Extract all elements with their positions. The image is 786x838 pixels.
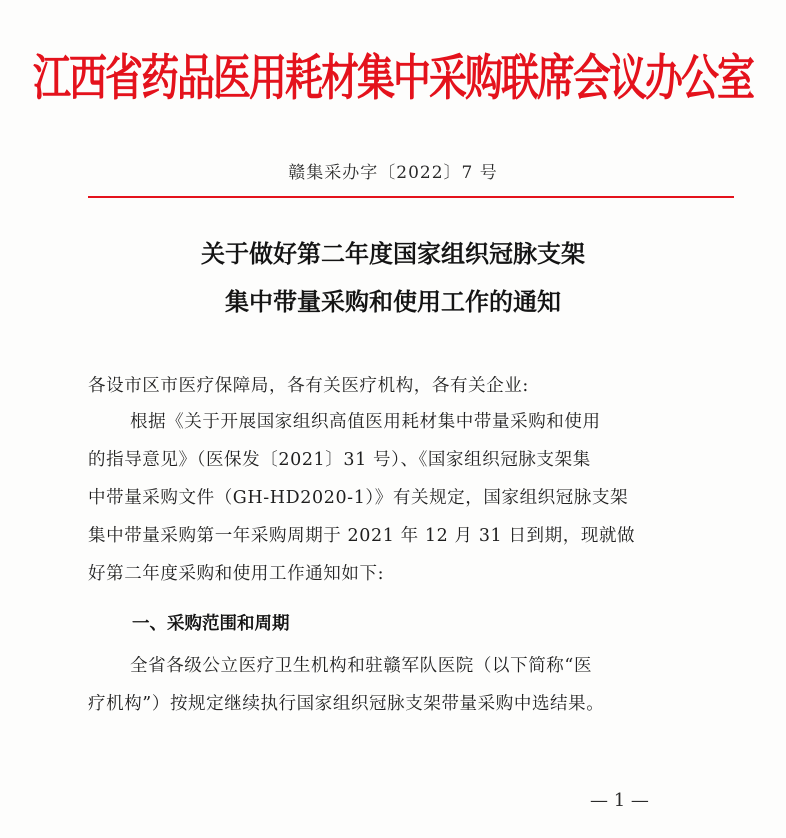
issuing-organization-header: 江西省药品医用耗材集中采购联席会议办公室 bbox=[32, 48, 753, 106]
section-1-heading: 一、采购范围和周期 bbox=[132, 614, 290, 634]
paragraph-1-line-5: 好第二年度采购和使用工作通知如下: bbox=[88, 564, 385, 584]
document-title-line-2: 集中带量采购和使用工作的通知 bbox=[225, 287, 561, 316]
paragraph-1-line-4: 集中带量采购第一年采购周期于 2021 年 12 月 31 日到期，现就做 bbox=[88, 526, 636, 546]
paragraph-1-line-3: 中带量采购文件（GH-HD2020-1）》有关规定，国家组织冠脉支架 bbox=[88, 488, 629, 508]
red-divider-line bbox=[88, 196, 734, 198]
document-title-line-1: 关于做好第二年度国家组织冠脉支架 bbox=[201, 239, 585, 268]
salutation: 各设市区市医疗保障局，各有关医疗机构，各有关企业: bbox=[88, 376, 529, 396]
paragraph-2-line-2: 疗机构”）按规定继续执行国家组织冠脉支架带量采购中选结果。 bbox=[88, 694, 605, 714]
paragraph-2-line-1: 全省各级公立医疗卫生机构和驻赣军队医院（以下简称“医 bbox=[130, 656, 593, 676]
page-number: — 1 — bbox=[590, 790, 649, 811]
paragraph-1-line-1: 根据《关于开展国家组织高值医用耗材集中带量采购和使用 bbox=[130, 412, 601, 432]
document-number: 赣集采办字〔2022〕7 号 bbox=[288, 163, 498, 183]
paragraph-1-line-2: 的指导意见》（医保发〔2021〕31 号）、《国家组织冠脉支架集 bbox=[88, 450, 591, 470]
